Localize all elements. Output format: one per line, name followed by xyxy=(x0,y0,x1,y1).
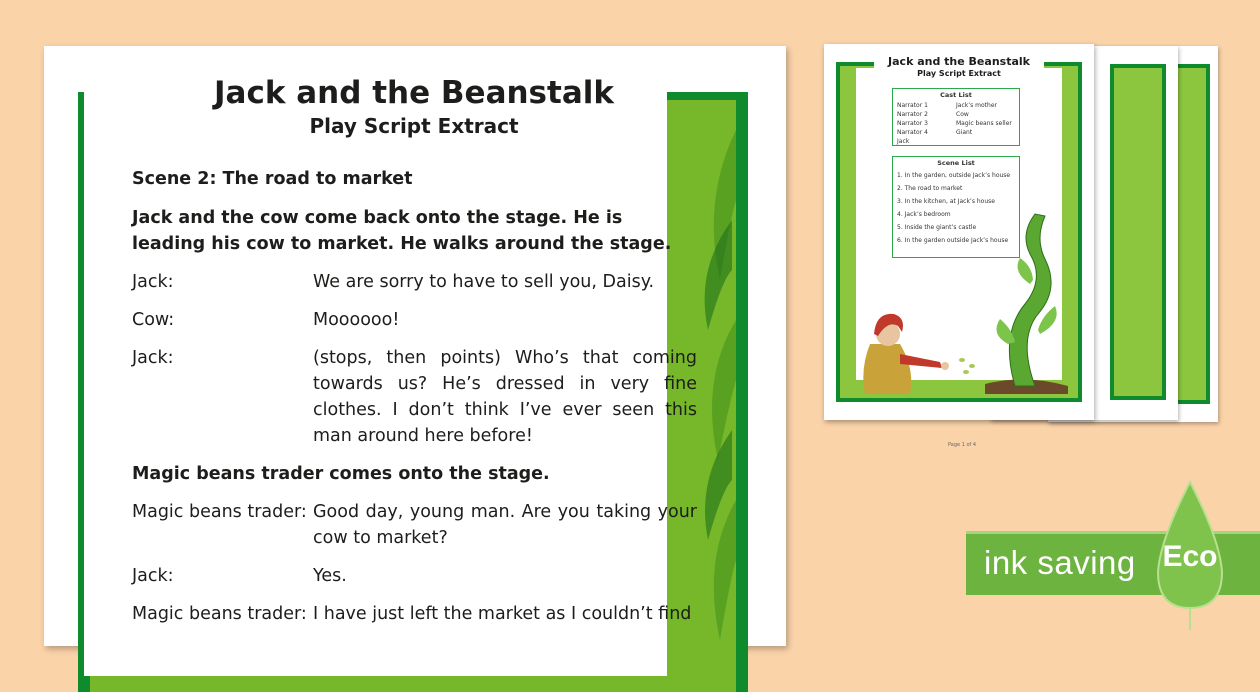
speaker-name: Magic beans trader: xyxy=(132,502,307,522)
cast-list-box xyxy=(892,88,1020,146)
scene-item: 4. Jack’s bedroom xyxy=(897,211,951,218)
script-line xyxy=(132,307,697,333)
thumbnail-subtitle: Play Script Extract xyxy=(917,69,1001,78)
scene-item: 3. In the kitchen, at Jack’s house xyxy=(897,198,995,205)
cast-item: Magic beans seller xyxy=(956,120,1012,127)
page-subtitle: Play Script Extract xyxy=(309,114,519,138)
script-line xyxy=(132,345,697,449)
title-block xyxy=(214,74,614,164)
cast-item: Narrator 4 xyxy=(897,129,928,136)
scene-item: 6. In the garden outside Jack’s house xyxy=(897,237,1009,244)
cast-item: Narrator 2 xyxy=(897,111,928,118)
speech-text: We are sorry to have to sell you, Daisy. xyxy=(313,272,655,292)
speaker-name: Jack: xyxy=(132,348,174,368)
cast-item: Jack xyxy=(897,138,910,145)
cast-item: Cow xyxy=(956,111,969,118)
ink-saving-label: ink saving xyxy=(984,544,1136,581)
speaker-name: Jack: xyxy=(132,272,174,292)
scene-heading: Scene 2: The road to market xyxy=(132,169,413,189)
speaker-name: Cow: xyxy=(132,310,175,330)
eco-label: Eco xyxy=(1162,540,1218,573)
stage-direction: Jack and the cow come back onto the stage. He is leading his cow to market. He walks around the stage. xyxy=(132,208,672,254)
thumbnail-title: Jack and the Beanstalk xyxy=(888,55,1030,68)
script-text xyxy=(132,166,697,627)
thumbnail-page xyxy=(824,44,1094,448)
scene-item: 5. Inside the giant’s castle xyxy=(897,224,977,231)
script-line xyxy=(132,269,697,295)
page-number: Page 1 of 4 xyxy=(948,442,977,448)
cast-column xyxy=(956,101,1015,146)
cast-item: Jack’s mother xyxy=(956,102,997,109)
cast-item: Narrator 3 xyxy=(897,120,928,127)
cast-list-title: Cast List xyxy=(940,91,972,99)
speech-text: (stops, then points) Who’s that coming towards us? He’s dressed in very fine clothes. I don’t think I’ve ever seen this man around here before! xyxy=(313,348,697,446)
thumbnail-footer xyxy=(836,440,1082,454)
speech-text: Yes. xyxy=(313,566,347,586)
scene-item: 2. The road to market xyxy=(897,185,963,192)
speech-text: Good day, young man. Are you taking your cow to market? xyxy=(313,502,697,548)
worksheet-page xyxy=(44,46,786,646)
scene-list-title: Scene List xyxy=(937,159,975,167)
speaker-name: Jack: xyxy=(132,566,174,586)
thumbnail-title-block xyxy=(874,55,1044,83)
speech-text: I have just left the market as I couldn’t find xyxy=(313,604,692,624)
speaker-name: Magic beans trader: xyxy=(132,604,307,624)
jack-beanstalk-illustration-icon xyxy=(840,194,1080,394)
script-line xyxy=(132,499,697,551)
script-line xyxy=(132,563,697,589)
cast-item: Narrator 1 xyxy=(897,102,928,109)
script-line xyxy=(132,601,697,627)
stage-direction: Magic beans trader comes onto the stage. xyxy=(132,464,550,484)
page-title: Jack and the Beanstalk xyxy=(214,75,614,111)
speech-text: Moooooo! xyxy=(313,310,400,330)
cast-item: Giant xyxy=(956,129,973,136)
cast-column xyxy=(897,101,956,146)
scene-item: 1. In the garden, outside Jack’s house xyxy=(897,172,1011,179)
